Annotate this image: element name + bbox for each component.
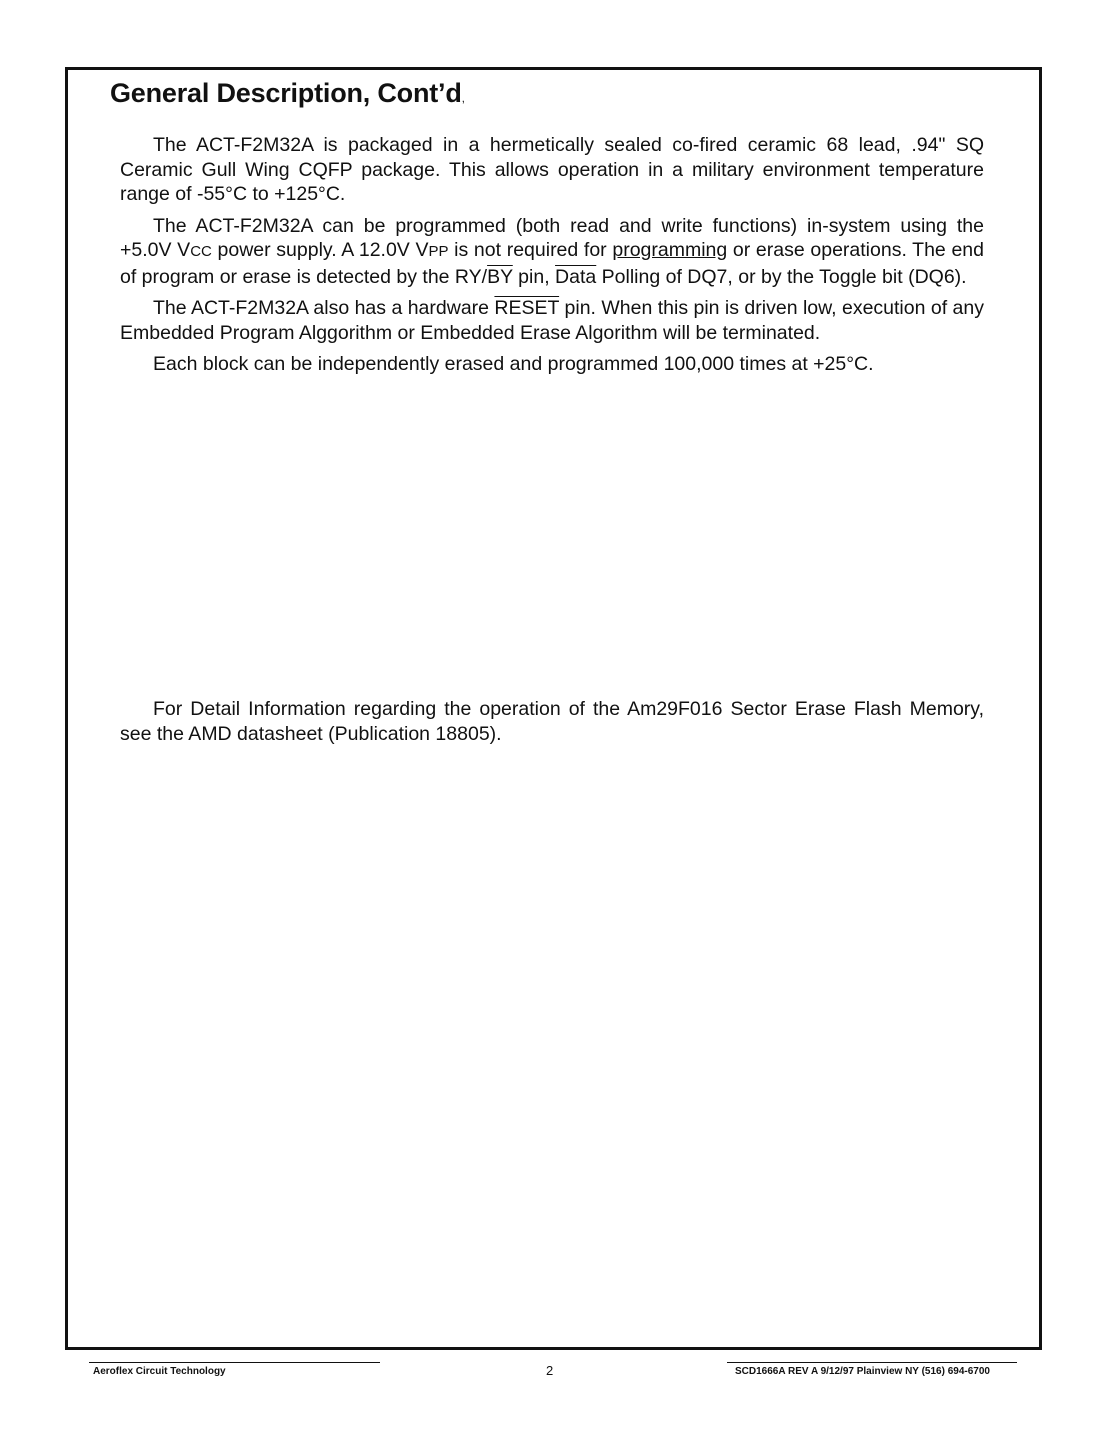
underlined-programming: programming [612, 239, 728, 261]
description-body [120, 133, 984, 384]
page-title [110, 78, 465, 109]
text-run: The ACT-F2M32A also has a hardware [153, 297, 495, 319]
reference-body [120, 697, 984, 753]
paragraph-reference: For Detail Information regarding the operation of the Am29F016 Sector Erase Flash Memory, see the AMD datasheet (Publication 18805). [120, 698, 984, 745]
text-run: Polling of DQ7, or by the Toggle bit (DQ6). [596, 265, 967, 288]
title-comma: , [461, 91, 465, 105]
text-run: power supply. A 12.0V V [211, 239, 429, 261]
footer-doc-info: SCD1666A REV A 9/12/97 Plainview NY (516) 694-6700 [735, 1366, 990, 1377]
vcc-subscript: CC [190, 243, 212, 260]
text-run: is not required for [448, 239, 613, 261]
paragraph-programming [120, 214, 984, 290]
text-run: or erase operations. The end of program or erase is detected by the RY/ [120, 239, 984, 288]
text-run: pin, [512, 265, 556, 288]
reset-overline: RESET [494, 297, 560, 319]
vpp-subscript: PP [428, 243, 449, 260]
by-overline: $\overline{BY}$ [487, 265, 513, 288]
paragraph-endurance: Each block can be independently erased and programmed 100,000 times at +25°C. [153, 353, 874, 375]
footer-rule-right [727, 1362, 1017, 1363]
data-overline: Data [555, 265, 597, 288]
page-number: 2 [546, 1363, 554, 1378]
text-run: pin. When this pin is driven low, execution of any Embedded Program Alggorithm or Embedded Erase Algorithm will be terminated. [120, 297, 984, 344]
paragraph-reset [120, 296, 984, 345]
text-run: The ACT-F2M32A can be programmed (both read and write functions) in-system using the +5.0V V [120, 214, 984, 261]
paragraph-packaging: The ACT-F2M32A is packaged in a hermetically sealed co-fired ceramic 68 lead, .94" SQ Ceramic Gull Wing CQFP package. This allows operation in a military environment temperature range of -55°C to +125°C. [120, 134, 984, 205]
footer-rule-left [89, 1362, 380, 1363]
footer-company: Aeroflex Circuit Technology [93, 1366, 226, 1377]
title-text: General Description, Cont’d [110, 78, 462, 108]
